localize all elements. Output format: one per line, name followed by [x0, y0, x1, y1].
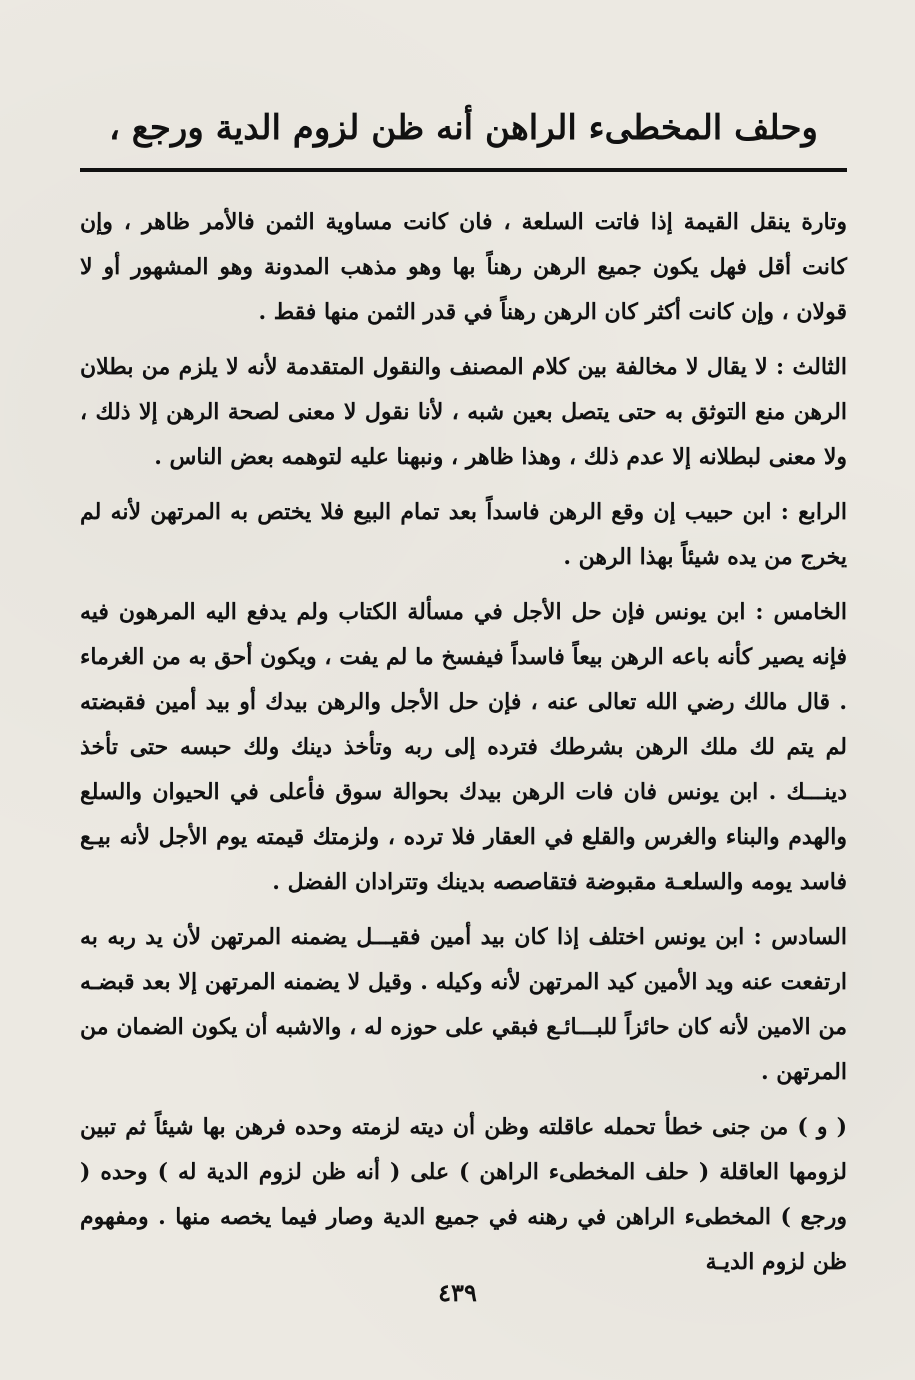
body-text [80, 200, 847, 1285]
paragraph-3: الرابع : ابن حبيب إن وقع الرهن فاسداً بعد تمام البيع فلا يختص به المرتهن لأنه لم يخرج من يده شيئاً بهذا الرهن . [80, 499, 847, 570]
paragraph-5: السادس : ابن يونس اختلف إذا كان بيد أمين فقيـــل يضمنه المرتهن لأن يد ربه به ارتفعت عنه ويد الأمين كيد المرتهن لأنه وكيله . وقيل لا يضمنه المرتهن إلا بعد قبضـه من الامين لأنه كان حائزاً للبـــائـع فبقي على حوزه له ، والاشبه أن يكون الضمان من المرتهن . [80, 924, 847, 1085]
paragraph-1: وتارة ينقل القيمة إذا فاتت السلعة ، فان كانت مساوية الثمن فالأمر ظاهر ، وإن كانت أقل فهل يكون جميع الرهن رهناً بها وهو مذهب المدونة وهو المشهور أو لا قولان ، وإن كانت أكثر كان الرهن رهناً في قدر الثمن منها فقط . [80, 209, 847, 325]
paragraph-6: ( و ) من جنى خطأ تحمله عاقلته وظن أن ديته لزمته وحده فرهن بها شيئاً ثم تبين لزومها العاقلة ( حلف المخطىء الراهن ) على ( أنه ظن لزوم الدية له ) وحده ( ورجع ) المخطىء الراهن في رهنه في جميع الدية وصار فيما يخصه منها . ومفهوم ظن لزوم الديـة [80, 1114, 847, 1275]
page-header-title: وحلف المخطىء الراهن أنه ظن لزوم الدية ورجع ، [109, 108, 818, 148]
header-divider [80, 168, 847, 172]
paragraph-4: الخامس : ابن يونس فإن حل الأجل في مسألة الكتاب ولم يدفع اليه المرهون فيه فإنه يصير كأنه باعه الرهن بيعاً فاسداً فيفسخ ما لم يفت ، ويكون أحق به من الغرماء . قال مالك رضي الله تعالى عنه ، فإن حل الأجل والرهن بيدك أو بيد أمين فقبضته لم يتم لك ملك الرهن بشرطك فترده إلى ربه وتأخذ دينك ولك حبسه حتى تأخذ دينـــك . ابن يونس فان فات الرهن بيدك بحوالة سوق فأعلى في الحيوان والسلع والهدم والبناء والغرس والقلع في العقار فلا ترده ، ولزمتك قيمته يوم الأجل لأنه بيـع فاسد يومه والسلعـة مقبوضة فتقاصصه بدينك وتترادان الفضل . [80, 599, 847, 895]
paragraph-2: الثالث : لا يقال لا مخالفة بين كلام المصنف والنقول المتقدمة لأنه لا يلزم من بطلان الرهن منع التوثق به حتى يتصل بعين شبه ، لأنا نقول لا معنى لصحة الرهن إلا ذلك ، ولا معنى لبطلانه إلا عدم ذلك ، وهذا ظاهر ، ونبهنا عليه لتوهمه بعض الناس . [80, 354, 847, 470]
page-number: ٤٣٩ [438, 1278, 477, 1307]
